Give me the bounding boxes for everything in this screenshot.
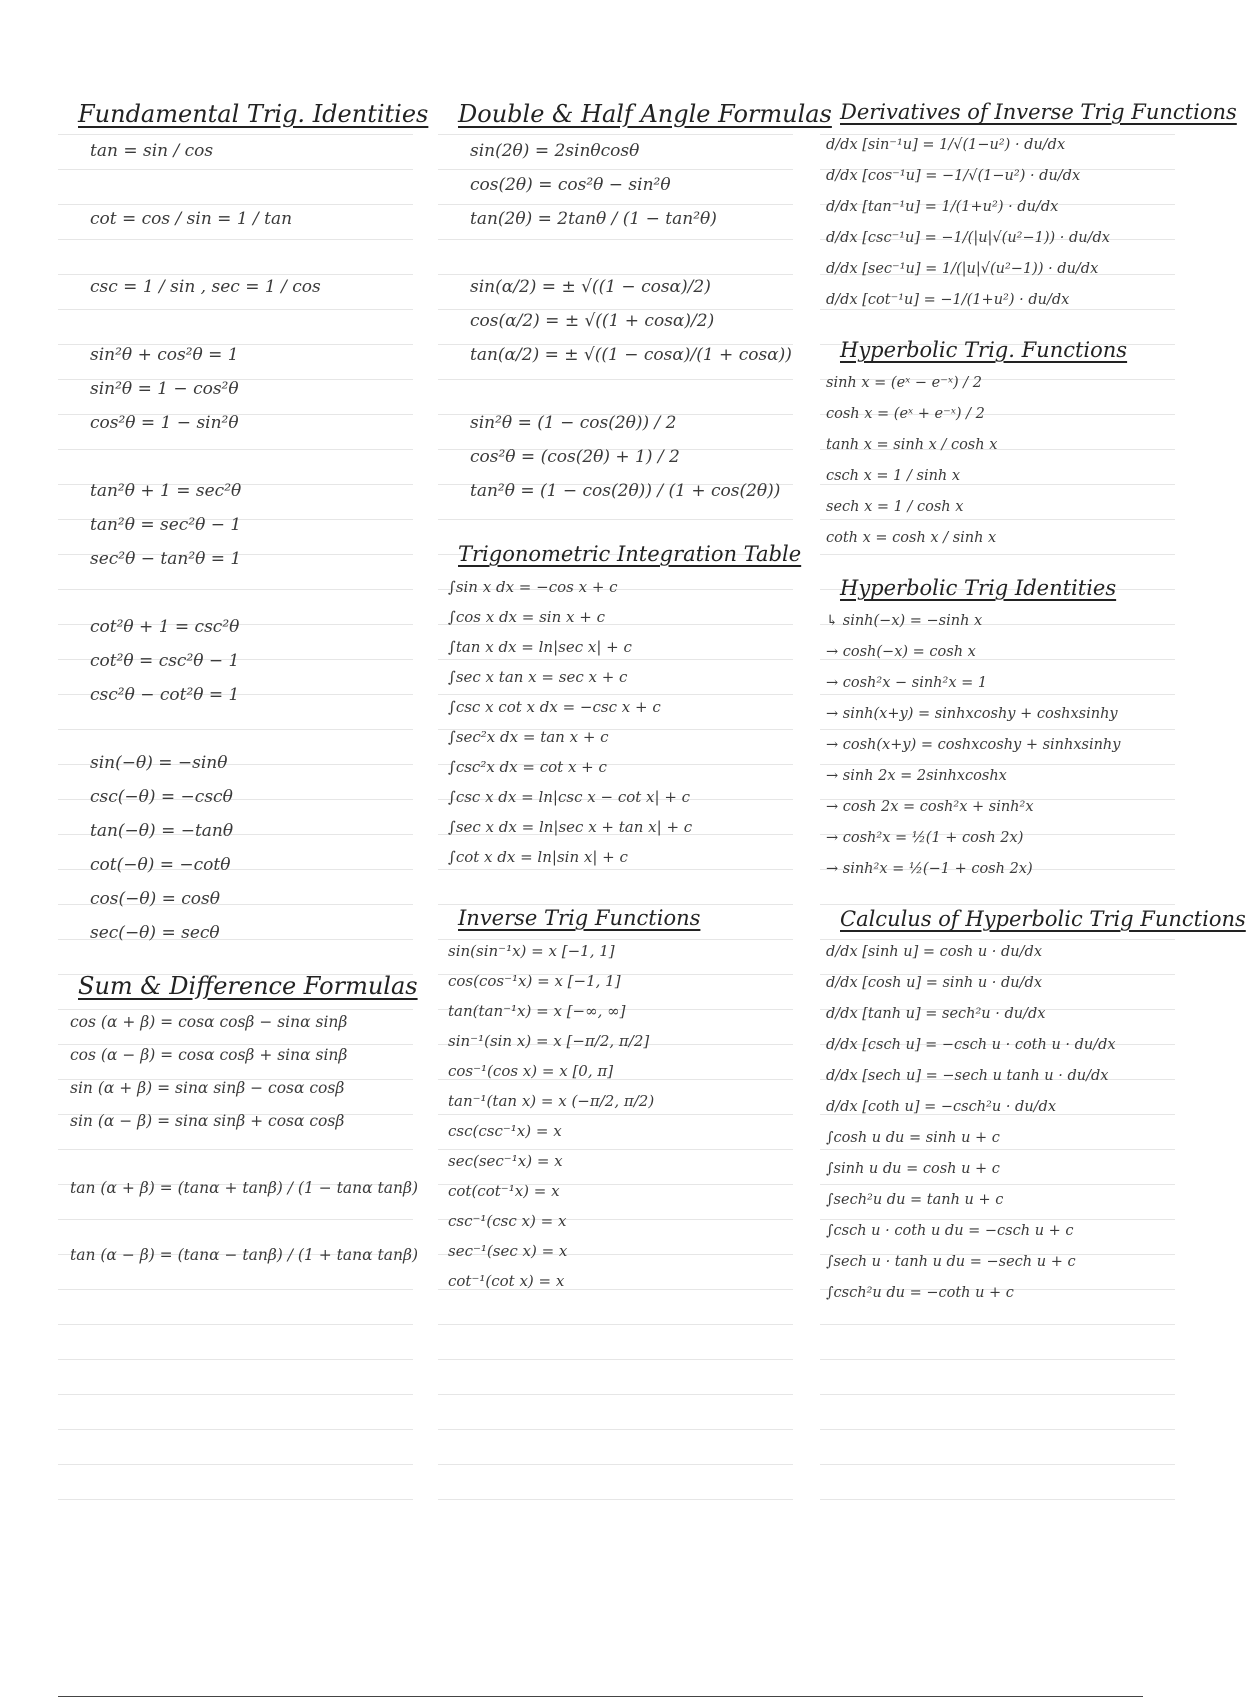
sum-formula-line: sin (α + β) = sinα sinβ − cosα cosβ <box>70 1079 345 1097</box>
hyperbolic-line: csch x = 1 / sinh x <box>826 468 961 484</box>
ruled-line <box>438 1429 793 1430</box>
hyperbolic-identity-line: → sinh(x+y) = sinhxcoshy + coshxsinhy <box>826 706 1118 722</box>
inverse-line: csc(csc⁻¹x) = x <box>448 1122 562 1140</box>
hyperbolic-calculus-line: d/dx [coth u] = −csch²u · du/dx <box>826 1099 1056 1115</box>
inverse-line: cos⁻¹(cos x) = x [0, π] <box>448 1062 614 1080</box>
ruled-line <box>58 1394 413 1395</box>
formula-line: tan(2θ) = 2tanθ / (1 − tan²θ) <box>470 209 717 229</box>
derivative-line: d/dx [tan⁻¹u] = 1/(1+u²) · du/dx <box>826 199 1059 215</box>
identity-line: cot²θ = csc²θ − 1 <box>90 651 240 671</box>
identity-line: sin²θ = 1 − cos²θ <box>90 379 239 399</box>
hyperbolic-identity-line: → cosh(−x) = cosh x <box>826 644 976 660</box>
double-half-angle-title: Double & Half Angle Formulas <box>458 100 832 128</box>
derivative-line: d/dx [cos⁻¹u] = −1/√(1−u²) · du/dx <box>826 168 1081 184</box>
ruled-line <box>820 1464 1175 1465</box>
sum-formula-line: sin (α − β) = sinα sinβ + cosα cosβ <box>70 1112 345 1130</box>
integral-line: ∫sec x dx = ln|sec x + tan x| + c <box>448 818 693 836</box>
formula-line: tan²θ = (1 − cos(2θ)) / (1 + cos(2θ)) <box>470 481 781 501</box>
integral-line: ∫csc x dx = ln|csc x − cot x| + c <box>448 788 691 806</box>
ruled-line <box>820 1499 1175 1500</box>
identity-line: csc(−θ) = −cscθ <box>90 787 233 807</box>
ruled-line <box>438 1464 793 1465</box>
integral-line: ∫cos x dx = sin x + c <box>448 608 605 626</box>
page-bottom-rule <box>58 1696 1143 1697</box>
inverse-line: sin⁻¹(sin x) = x [−π/2, π/2] <box>448 1032 650 1050</box>
hyperbolic-line: tanh x = sinh x / cosh x <box>826 437 998 453</box>
identity-line: cos(−θ) = cosθ <box>90 889 220 909</box>
formula-line: cos(2θ) = cos²θ − sin²θ <box>470 175 671 195</box>
ruled-line <box>438 1324 793 1325</box>
formula-line: sin(α/2) = ± √((1 − cosα)/2) <box>470 277 711 297</box>
inverse-line: csc⁻¹(csc x) = x <box>448 1212 567 1230</box>
hyperbolic-identity-line: → sinh²x = ½(−1 + cosh 2x) <box>826 861 1033 877</box>
hyperbolic-line: sech x = 1 / cosh x <box>826 499 964 515</box>
ruled-line <box>820 1429 1175 1430</box>
middle-column <box>440 100 832 1296</box>
identity-line: sec²θ − tan²θ = 1 <box>90 549 242 569</box>
hyperbolic-identity-line: → cosh(x+y) = coshxcoshy + sinhxsinhy <box>826 737 1121 753</box>
identity-line: csc²θ − cot²θ = 1 <box>90 685 240 705</box>
hyperbolic-calculus-line: d/dx [cosh u] = sinh u · du/dx <box>826 975 1042 991</box>
integral-line: ∫sec x tan x = sec x + c <box>448 668 628 686</box>
hyperbolic-line: sinh x = (eˣ − e⁻ˣ) / 2 <box>826 375 983 391</box>
ruled-line <box>58 1464 413 1465</box>
hyperbolic-calculus-line: d/dx [tanh u] = sech²u · du/dx <box>826 1006 1046 1022</box>
derivative-line: d/dx [sec⁻¹u] = 1/(|u|√(u²−1)) · du/dx <box>826 261 1099 277</box>
identity-line: sin²θ + cos²θ = 1 <box>90 345 239 365</box>
integral-line: ∫csc²x dx = cot x + c <box>448 758 607 776</box>
hyperbolic-functions-title: Hyperbolic Trig. Functions <box>840 338 1128 362</box>
inverse-line: cos(cos⁻¹x) = x [−1, 1] <box>448 972 621 990</box>
fundamental-identities-title: Fundamental Trig. Identities <box>78 100 429 128</box>
hyperbolic-calculus-line: ∫sech²u du = tanh u + c <box>826 1192 1004 1208</box>
ruled-line <box>58 1359 413 1360</box>
hyperbolic-calculus-line: ∫sinh u du = cosh u + c <box>826 1161 1000 1177</box>
inverse-line: sec(sec⁻¹x) = x <box>448 1152 563 1170</box>
sum-formula-line: cos (α − β) = cosα cosβ + sinα sinβ <box>70 1046 348 1064</box>
hyperbolic-calculus-line: ∫cosh u du = sinh u + c <box>826 1130 1000 1146</box>
identity-line: sec(−θ) = secθ <box>90 923 220 943</box>
hyperbolic-calculus-line: d/dx [csch u] = −csch u · coth u · du/dx <box>826 1037 1116 1053</box>
ruled-line <box>820 1324 1175 1325</box>
sum-difference-title: Sum & Difference Formulas <box>78 972 418 1000</box>
identity-line: tan(−θ) = −tanθ <box>90 821 234 841</box>
inverse-line: sin(sin⁻¹x) = x [−1, 1] <box>448 942 615 960</box>
integral-line: ∫sec²x dx = tan x + c <box>448 728 609 746</box>
ruled-line <box>820 1394 1175 1395</box>
identity-line: tan²θ = sec²θ − 1 <box>90 515 242 535</box>
integration-table-title: Trigonometric Integration Table <box>458 542 802 566</box>
identity-line: cos²θ = 1 − sin²θ <box>90 413 239 433</box>
derivative-line: d/dx [cot⁻¹u] = −1/(1+u²) · du/dx <box>826 292 1070 308</box>
identity-line: csc = 1 / sin , sec = 1 / cos <box>90 277 321 297</box>
ruled-line <box>438 1499 793 1500</box>
identity-line: cot²θ + 1 = csc²θ <box>90 617 240 637</box>
formula-line: tan(α/2) = ± √((1 − cosα)/(1 + cosα)) <box>470 345 792 365</box>
ruled-line <box>58 1324 413 1325</box>
sum-formula-line: cos (α + β) = cosα cosβ − sinα sinβ <box>70 1013 348 1031</box>
inverse-line: tan⁻¹(tan x) = x (−π/2, π/2) <box>448 1092 655 1110</box>
hyperbolic-identity-line: → cosh²x − sinh²x = 1 <box>826 675 988 691</box>
inverse-trig-title: Inverse Trig Functions <box>458 906 701 930</box>
derivative-line: d/dx [csc⁻¹u] = −1/(|u|√(u²−1)) · du/dx <box>826 230 1110 246</box>
identity-line: tan = sin / cos <box>90 141 214 161</box>
inverse-line: cot(cot⁻¹x) = x <box>448 1182 560 1200</box>
ruled-line <box>58 1289 413 1290</box>
ruled-line <box>438 1359 793 1360</box>
ruled-line <box>820 1359 1175 1360</box>
identity-line: tan²θ + 1 = sec²θ <box>90 481 242 501</box>
ruled-line <box>438 1394 793 1395</box>
identity-line: cot = cos / sin = 1 / tan <box>90 209 293 229</box>
identity-line: cot(−θ) = −cotθ <box>90 855 231 875</box>
ruled-line <box>58 1429 413 1430</box>
hyperbolic-line: coth x = cosh x / sinh x <box>826 530 997 546</box>
derivative-line: d/dx [sin⁻¹u] = 1/√(1−u²) · du/dx <box>826 137 1066 153</box>
identity-line: sin(−θ) = −sinθ <box>90 753 228 773</box>
hyperbolic-line: cosh x = (eˣ + e⁻ˣ) / 2 <box>826 406 985 422</box>
formula-line: cos²θ = (cos(2θ) + 1) / 2 <box>470 447 680 467</box>
integral-line: ∫sin x dx = −cos x + c <box>448 578 618 596</box>
hyperbolic-calculus-line: ∫csch²u du = −coth u + c <box>826 1285 1014 1301</box>
formula-line: sin²θ = (1 − cos(2θ)) / 2 <box>470 413 677 433</box>
inverse-line: tan(tan⁻¹x) = x [−∞, ∞] <box>448 1002 626 1020</box>
integral-line: ∫csc x cot x dx = −csc x + c <box>448 698 661 716</box>
sum-formula-line: tan (α − β) = (tanα − tanβ) / (1 + tanα tanβ) <box>70 1246 418 1264</box>
integral-line: ∫cot x dx = ln|sin x| + c <box>448 848 628 866</box>
hyperbolic-calculus-line: ∫sech u · tanh u du = −sech u + c <box>826 1254 1076 1270</box>
hyperbolic-identity-line: → cosh²x = ½(1 + cosh 2x) <box>826 830 1024 846</box>
sum-formula-line: tan (α + β) = (tanα + tanβ) / (1 − tanα tanβ) <box>70 1179 418 1197</box>
right-column <box>822 100 1246 1309</box>
hyperbolic-calculus-line: d/dx [sech u] = −sech u tanh u · du/dx <box>826 1068 1109 1084</box>
hyperbolic-calculus-line: ∫csch u · coth u du = −csch u + c <box>826 1223 1074 1239</box>
hyperbolic-identity-line: → sinh 2x = 2sinhxcoshx <box>826 768 1007 784</box>
hyperbolic-calculus-title: Calculus of Hyperbolic Trig Functions <box>840 907 1246 931</box>
integral-line: ∫tan x dx = ln|sec x| + c <box>448 638 632 656</box>
hyperbolic-calculus-line: d/dx [sinh u] = cosh u · du/dx <box>826 944 1042 960</box>
hyperbolic-identity-line: → cosh 2x = cosh²x + sinh²x <box>826 799 1034 815</box>
inverse-line: cot⁻¹(cot x) = x <box>448 1272 565 1290</box>
hyperbolic-identity-line: ↳ sinh(−x) = −sinh x <box>826 613 983 629</box>
hyperbolic-identities-title: Hyperbolic Trig Identities <box>840 576 1117 600</box>
inverse-derivatives-title: Derivatives of Inverse Trig Functions <box>840 100 1237 124</box>
formula-line: cos(α/2) = ± √((1 + cosα)/2) <box>470 311 715 331</box>
ruled-line <box>58 1499 413 1500</box>
left-column <box>60 100 429 1272</box>
formula-line: sin(2θ) = 2sinθcosθ <box>470 141 640 161</box>
inverse-line: sec⁻¹(sec x) = x <box>448 1242 568 1260</box>
